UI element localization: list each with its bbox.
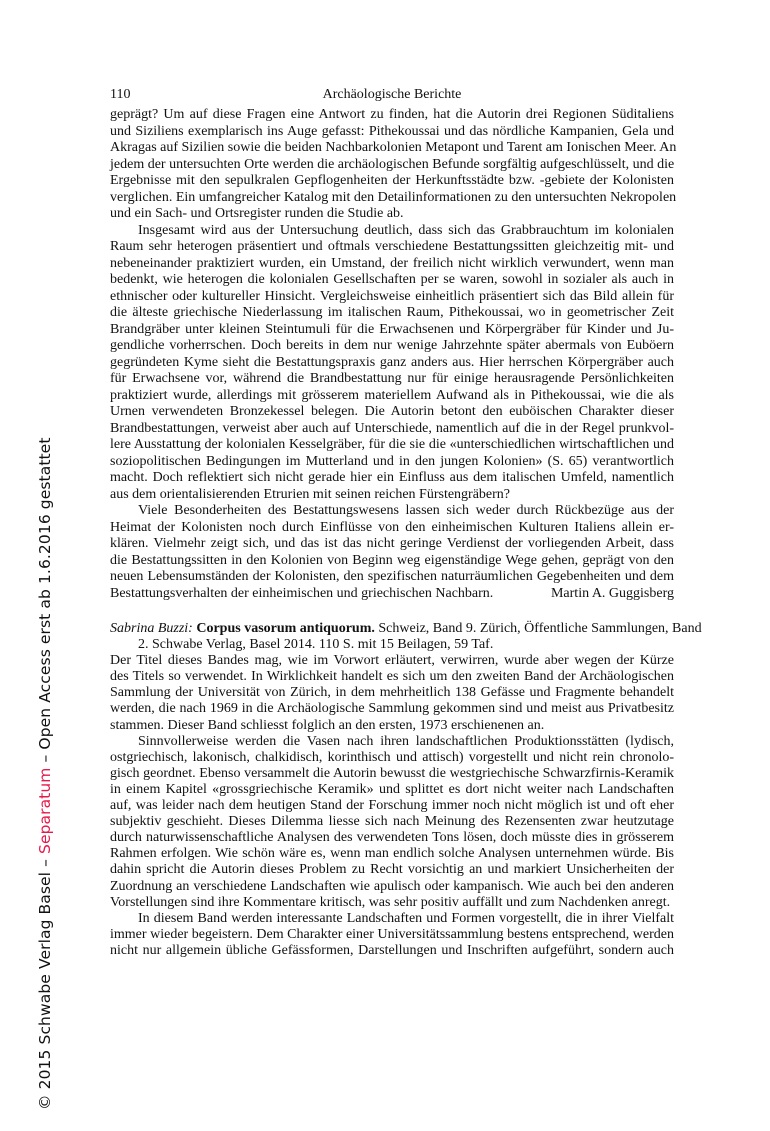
text-line: durch naturwissenschaftliche Analysen des verwendeten Tons lösen, doch müsste dies in grösserem — [110, 830, 674, 846]
text-line: Vorstellungen sind ihre Kommentare kritisch, was sehr positiv auffällt und zum Nachdenken anregt. — [110, 894, 671, 910]
text-line: bedenkt, wie heterogen die kolonialen Gesellschaften per se waren, sowohl in sozialer als auch in — [110, 272, 674, 287]
text-line: klären. Vielmehr zeigt sich, und das ist das nicht geringe Verdienst der vorliegenden Arbeit, dass — [110, 536, 674, 551]
text-line: praktiziert wurde, allerdings mit grösserem materiellem Aufwand als in Pithekoussai, wie die als — [110, 387, 674, 403]
text-line: immer wieder begeistern. Dem Charakter einer Universitätssammlung bestens entsprechend, werden — [110, 926, 674, 942]
signature-line — [110, 586, 674, 603]
text-line: Heimat der Kolonisten noch durch Einflüsse von den einheimischen Kulturen Italiens allein er- — [110, 519, 674, 535]
text-line: verglichen. Ein umfangreicher Katalog mit den Detailinformationen zu den untersuchten Nekropolen — [110, 189, 677, 205]
text-line: Urnen verwendeten Bronzekessel belegen. Die Autorin betont den euböischen Charakter dieser — [110, 404, 674, 419]
text-line: Brandgräber unter kleinen Steintumuli für die Erwachsenen und Körpergräber für Kinder und Ju- — [110, 321, 674, 337]
text-line: jedem der untersuchten Orte werden die archäologischen Befunde sorgfältig aufgeschlüsselt, und die — [110, 156, 675, 172]
open-access-text: – Open Access erst ab 1.6.2016 gestattet — [36, 437, 54, 768]
text-line: Der Titel dieses Bandes mag, wie im Vorwort erläutert, verwirren, wurde aber wegen der Kürze — [110, 653, 674, 669]
text-line: Akragas auf Sizilien sowie die beiden Nachbarkolonien Metapont und Tarent am Ionischen Meer. An — [110, 140, 677, 155]
text-line: die Bestattungssitten in den Kolonien von Beginn weg eigenständige Wege gehen, geprägt von den — [110, 552, 674, 568]
reviewer-signature: Martin A. Guggisberg — [550, 585, 674, 601]
text-line: In diesem Band werden interessante Landschaften und Formen vorgestellt, die in ihrer Vielfalt — [138, 910, 674, 926]
text-line: lere Ausstattung der kolonialen Kesselgräber, für die sie die «unterschiedlichen wirtschaftlichen und — [110, 437, 674, 452]
text-line: die älteste griechische Niederlassung im italischen Raum, Pithekoussai, wo in geometrischer Zeit — [110, 305, 674, 320]
text-line: für Erwachsene vor, während die Brandbestattung nur für einige herausragende Persönlichkeiten — [110, 371, 674, 386]
review-author: Sabrina Buzzi: — [110, 621, 193, 636]
review-guggisberg — [110, 107, 677, 602]
text-line: auf, was leider nach dem heutigen Stand der Forschung immer noch nicht möglich ist und oft eher — [110, 798, 674, 814]
copyright-text: © 2015 Schwabe Verlag Basel – — [36, 854, 54, 1110]
text-line: nicht nur allgemein übliche Gefässformen, Darstellungen und Inschriften aufgeführt, sondern auch — [110, 942, 674, 958]
text-line: neuen Lebensumständen der Kolonisten, den spezifischen naturräumlichen Gegebenheiten und dem — [110, 569, 674, 584]
text-line: Raum sehr heterogen präsentiert und oftmals verschiedene Bestattungssitten gleichzeitig mit- und — [110, 239, 674, 254]
text-line: geprägt? Um auf diese Fragen eine Antwort zu finden, hat die Autorin drei Regionen Süditaliens — [110, 107, 674, 122]
text-line: Brandbestattungen, verweist aber auch auf Unterschiede, namentlich auf die in der Regel prunkvol- — [110, 420, 674, 436]
text-line: Zuordnung an verschiedene Landschaften wie apulisch oder kampanisch. Wie auch bei den anderen — [110, 878, 674, 894]
text-line: soziopolitischen Bedingungen im Mutterland und in den jungen Kolonien» (S. 65) verantwortlich — [110, 453, 674, 469]
running-title: Archäologische Berichte — [322, 87, 462, 102]
text-line: ostgriechisch, lakonisch, chalkidisch, korinthisch und attisch) vorgestellt und nicht rein chronolo- — [110, 749, 674, 765]
text-line: des Titels so verwendet. In Wirklichkeit handelt es sich um den zweiten Band der Archäologischen — [110, 669, 674, 685]
citation-rest: Schweiz, Band 9. Zürich, Öffentliche Sammlungen, Band — [378, 621, 702, 636]
page-number: 110 — [110, 87, 131, 102]
citation-line-2: 2. Schwabe Verlag, Basel 2014. 110 S. mit 15 Beilagen, 59 Taf. — [138, 637, 494, 653]
text-line: Bestattungsverhalten der einheimischen und griechischen Nachbarn. — [110, 585, 494, 601]
text-line: Viele Besonderheiten des Bestattungswesens lassen sich weder durch Rückbezüge aus der — [138, 503, 674, 518]
text-line: in einem Kapitel «grossgriechische Keramik» und splittet es dort nicht weiter nach Landschaften — [110, 781, 674, 797]
text-line: gisch geordnet. Ebenso versammelt die Autorin bewusst die westgriechische Schwarzfirnis-Keramik — [110, 765, 674, 781]
citation-line-1 — [110, 621, 702, 637]
text-line: Ergebnisse mit den sepulkralen Gepflogenheiten der Herkunftsstädte bzw. -gebiete der Kolonisten — [110, 173, 674, 188]
text-line: gendliche vorherrschen. Doch bereits in dem nur wenige Jahrzehnte später abermals von Euböern — [110, 338, 674, 353]
text-line: Insgesamt wird aus der Untersuchung deutlich, dass sich das Grabbrauchtum im kolonialen — [138, 222, 674, 238]
text-line: Rahmen erfolgen. Wie schön wäre es, wenn man endlich solche Analysen unternehmen würde. Bis — [110, 846, 674, 862]
review-buzzi — [110, 621, 702, 959]
text-line: Sinnvollerweise werden die Vasen nach ihren landschaftlichen Produktionsstätten (lydisch, — [138, 733, 674, 749]
text-line: nebeneinander praktiziert wurden, ein Umstand, der freilich nicht wirklich verwundert, wenn man — [110, 255, 674, 271]
text-line: macht. Doch reflektiert sich nicht gerade hier ein Einfluss aus dem italischen Umfeld, namentlich — [110, 470, 674, 485]
text-line: und Siziliens exemplarisch ins Auge gefasst: Pithekoussai und das nördliche Kampanien, Gela und — [110, 123, 674, 139]
text-line: dahin spricht die Autorin dieses Problem zu Recht vorsichtig an und markiert Unsicherheiten der — [110, 862, 674, 878]
book-title: Corpus vasorum antiquorum. — [196, 621, 375, 636]
text-line: stammen. Dieser Band schliesst folglich an den ersten, 1973 erschienenen an. — [110, 717, 545, 733]
text-line: ethnischer oder kultureller Hinsicht. Vergleichsweise einheitlich präsentiert sich das Bild allein für — [110, 288, 674, 304]
text-line: werden, die nach 1969 in die Archäologische Sammlung gekommen sind und meist aus Privatbesitz — [110, 701, 674, 717]
separatum-label: Separatum — [36, 767, 54, 854]
text-line: aus dem orientalisierenden Etrurien mit seinen reichen Fürstengräbern? — [110, 486, 511, 502]
copyright-sidebar — [36, 437, 54, 1110]
text-line: Sammlung der Universität von Zürich, in dem mehrheitlich 138 Gefässe und Fragmente behandelt — [110, 685, 674, 701]
text-line: subjektiv geschieht. Dieses Dilemma liesse sich nach Meinung des Rezensenten zwar heutzutage — [110, 814, 674, 830]
text-line: gegründeten Kyme sieht die Bestattungspraxis ganz anders aus. Hier herrschen Körpergräber auch — [110, 354, 674, 370]
text-line: und ein Sach- und Ortsregister runden die Studie ab. — [110, 206, 404, 221]
